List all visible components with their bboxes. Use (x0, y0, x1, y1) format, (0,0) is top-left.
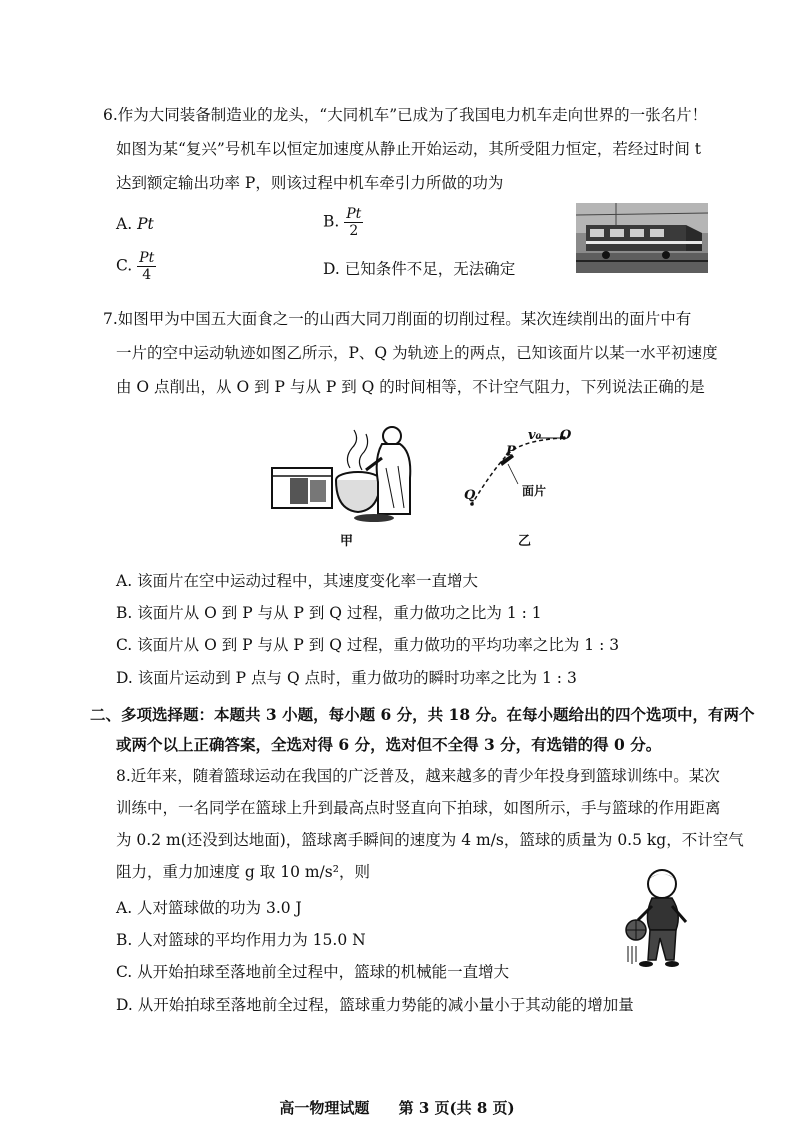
locomotive-photo (576, 203, 708, 273)
footer-subject: 高一物理试题 (279, 1099, 370, 1117)
q8-option-c: C. 从开始拍球至落地前全过程中，篮球的机械能一直增大 (116, 963, 510, 981)
q6-option-c: C. $\frac{Pt}{4}$ (116, 250, 155, 283)
noodle-chef-illustration (270, 418, 435, 526)
footer-page-number: 第 3 页(共 8 页) (398, 1099, 515, 1117)
basketball-player-illustration (614, 866, 710, 974)
q8-stem-line2: 训练中，一名同学在篮球上升到最高点时竖直向下拍球，如图所示，手与篮球的作用距离 (116, 799, 721, 817)
q6-option-a: A. Pt (116, 215, 154, 233)
figure-jia-caption: 甲 (340, 534, 354, 549)
q8-stem-line4: 阻力，重力加速度 g 取 10 m/s²，则 (116, 863, 370, 881)
label-q: Q (464, 488, 476, 503)
q8-stem-line1: 8.近年来，随着篮球运动在我国的广泛普及，越来越多的青少年投身到篮球训练中。某次 (116, 767, 720, 785)
section2-header-line2: 或两个以上正确答案，全选对得 6 分，选对但不全得 3 分，有选错的得 0 分。 (116, 735, 662, 754)
q6-option-d: D. 已知条件不足，无法确定 (323, 260, 516, 278)
figure-yi-caption: 乙 (518, 534, 532, 549)
q7-option-c: C. 该面片从 O 到 P 与从 P 到 Q 过程，重力做功的平均功率之比为 1 : 3 (116, 636, 620, 654)
q8-stem-line3: 为 0.2 m(还没到达地面)，篮球离手瞬间的速度为 4 m/s，篮球的质量为 0.5 kg，不计空气 (116, 831, 744, 849)
page-footer (0, 1097, 794, 1118)
label-o: O (560, 428, 572, 443)
q6-stem-line3: 达到额定输出功率 P，则该过程中机车牵引力所做的功为 (116, 174, 504, 192)
label-noodle-piece: 面片 (522, 484, 547, 498)
q6-stem-line1: 6.作为大同装备制造业的龙头，“大同机车”已成为了我国电力机车走向世界的一张名片！ (103, 106, 708, 124)
q6-option-c-fraction: $\frac{Pt}{4}$ (139, 250, 155, 283)
q8-option-a: A. 人对篮球做的功为 3.0 J (116, 899, 302, 917)
q7-stem-line2: 一片的空中运动轨迹如图乙所示，P、Q 为轨迹上的两点，已知该面片以某一水平初速度 (116, 344, 718, 362)
q8-option-b: B. 人对篮球的平均作用力为 15.0 N (116, 931, 366, 949)
q7-option-a: A. 该面片在空中运动过程中，其速度变化率一直增大 (116, 572, 479, 590)
q8-option-d: D. 从开始拍球至落地前全过程，篮球重力势能的减小量小于其动能的增加量 (116, 996, 634, 1014)
q7-stem-line1: 7.如图甲为中国五大面食之一的山西大同刀削面的切削过程。某次连续削出的面片中有 (103, 310, 692, 328)
q7-option-d: D. 该面片运动到 P 点与 Q 点时，重力做功的瞬时功率之比为 1 : 3 (116, 669, 577, 687)
section2-header-line1: 二、多项选择题：本题共 3 小题，每小题 6 分，共 18 分。在每小题给出的四个选项中，有两个 (90, 705, 755, 724)
label-p: P (506, 444, 516, 459)
q7-option-b: B. 该面片从 O 到 P 与从 P 到 Q 过程，重力做功之比为 1 : 1 (116, 604, 542, 622)
label-v0: v₀ (528, 428, 542, 443)
q6-stem-line2: 如图为某“复兴”号机车以恒定加速度从静止开始运动，其所受阻力恒定，若经过时间 t (116, 140, 702, 158)
q6-option-b-fraction: $\frac{Pt}{2}$ (346, 206, 362, 239)
q7-stem-line3: 由 O 点削出，从 O 到 P 与从 P 到 Q 的时间相等，不计空气阻力，下列说法正确的是 (116, 378, 705, 396)
q6-option-b: B. $\frac{Pt}{2}$ (323, 206, 362, 239)
